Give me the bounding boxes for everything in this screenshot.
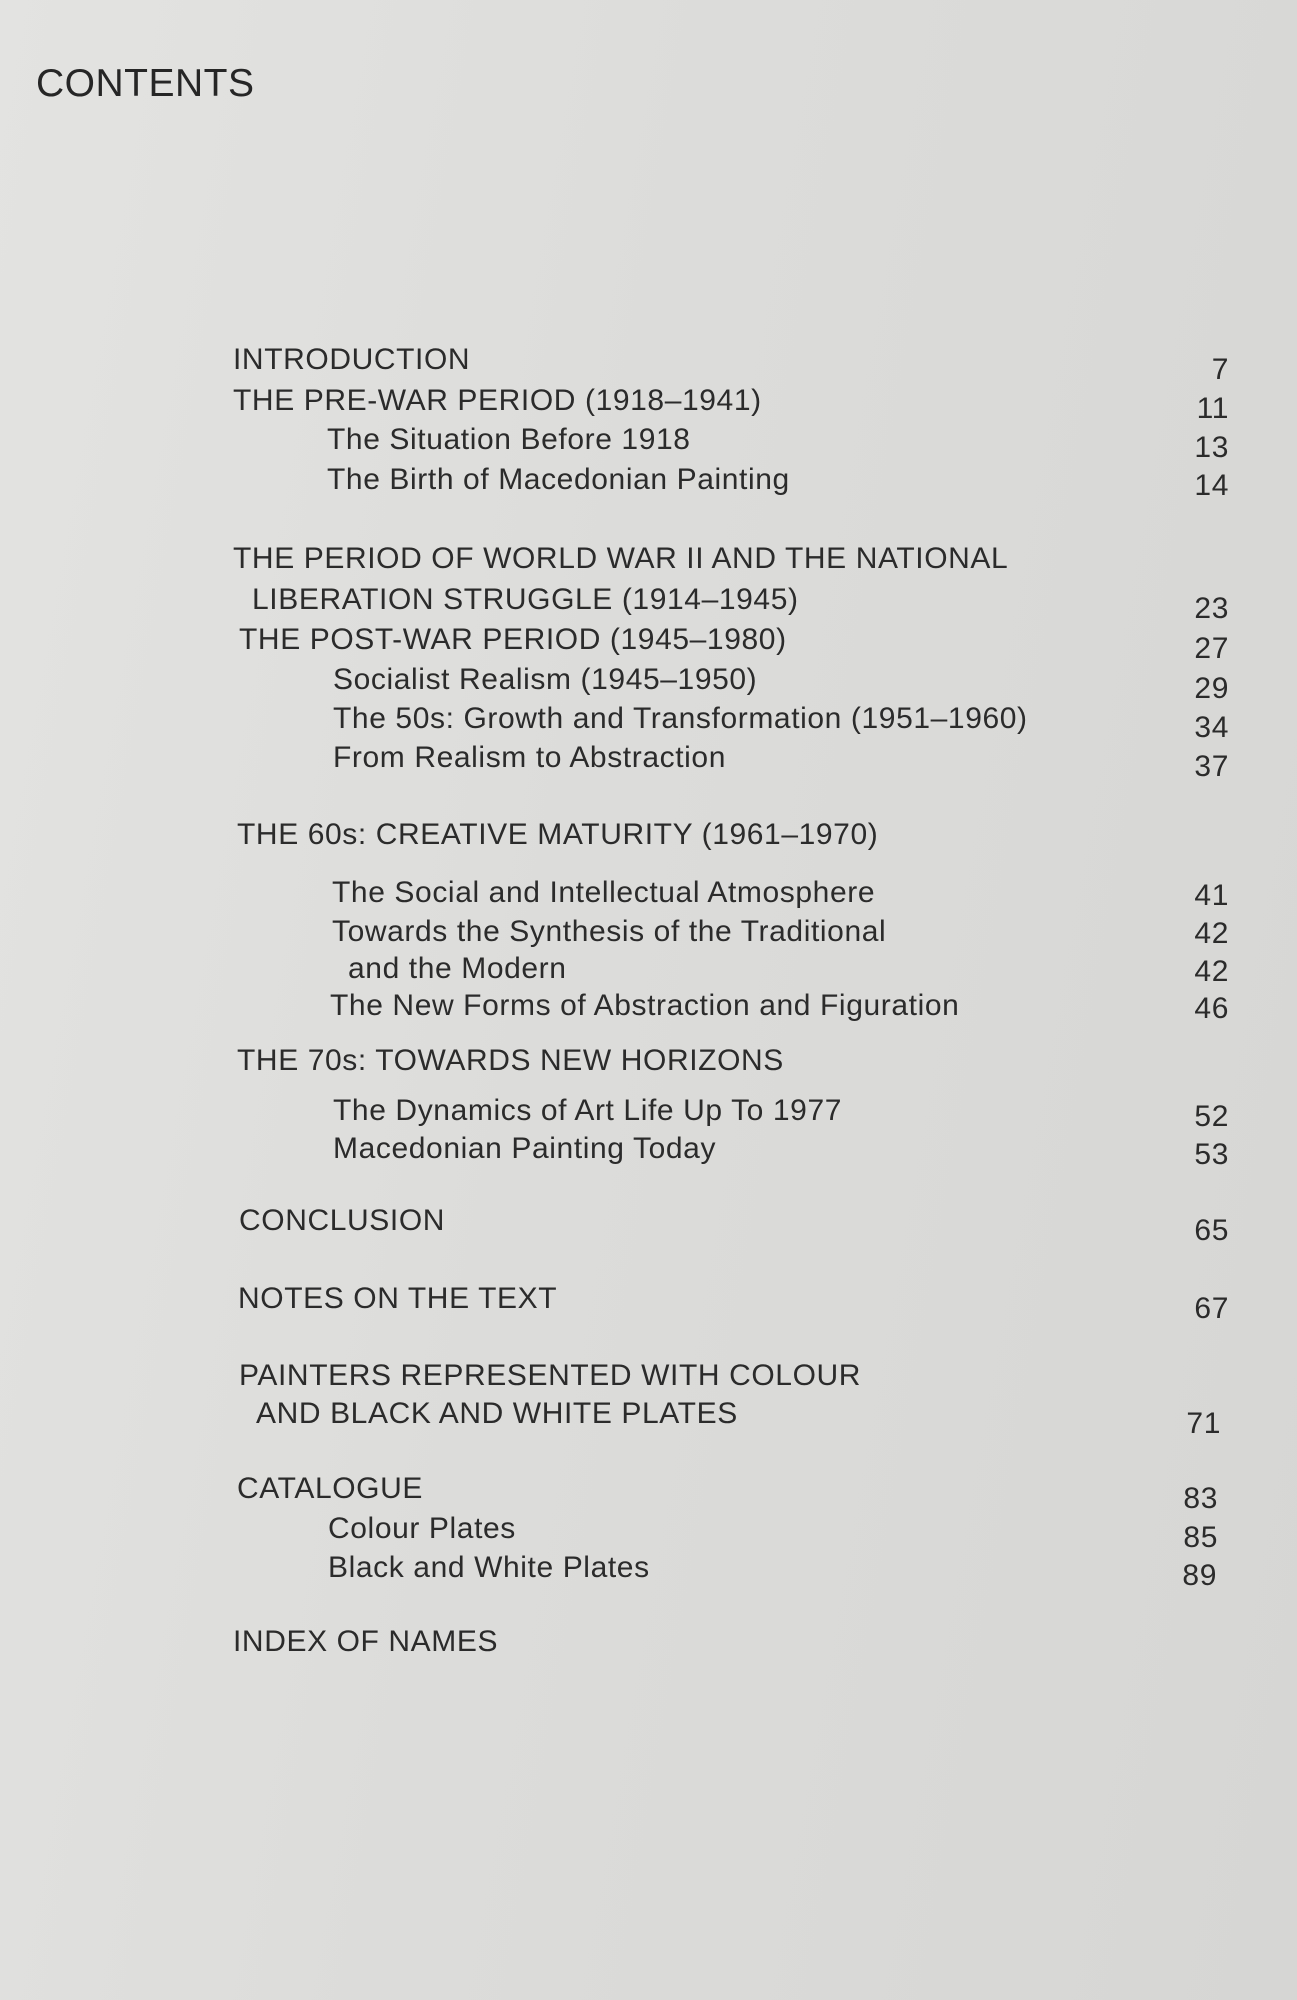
toc-entry-page: 7 <box>1211 353 1229 386</box>
toc-entry-title: Socialist Realism (1945–1950) <box>333 663 758 696</box>
toc-entry <box>0 621 1297 665</box>
toc-entry-page: 23 <box>1194 592 1229 625</box>
toc-entry-page: 53 <box>1194 1138 1229 1171</box>
toc-entry <box>0 421 1297 464</box>
toc-entry-title: Towards the Synthesis of the Traditional <box>332 915 887 948</box>
toc-entry-page: 11 <box>1196 392 1229 425</box>
toc-entry-page: 71 <box>1186 1407 1221 1440</box>
toc-entry-page: 52 <box>1194 1100 1229 1133</box>
toc-entry-page: 34 <box>1194 711 1229 744</box>
toc-entry-page: 42 <box>1194 955 1229 988</box>
toc-entry <box>0 700 1297 744</box>
toc-entry-page: 13 <box>1194 431 1229 464</box>
toc-entry-page: 46 <box>1194 992 1229 1025</box>
toc-entry-title: CATALOGUE <box>237 1472 423 1505</box>
toc-entry-page: 65 <box>1194 1214 1229 1247</box>
toc-entry-title: THE 60s: CREATIVE MATURITY (1961–1970) <box>237 818 879 851</box>
toc-entry-page: 41 <box>1194 879 1229 912</box>
toc-entry-title: PAINTERS REPRESENTED WITH COLOUR <box>239 1359 862 1392</box>
toc-entry <box>0 987 1297 1027</box>
toc-entry-title: THE POST-WAR PERIOD (1945–1980) <box>239 623 787 656</box>
toc-entry-title: The 50s: Growth and Transformation (1951–1960) <box>333 702 1028 735</box>
toc-entry <box>0 1042 1297 1082</box>
toc-entry <box>0 913 1297 953</box>
toc-entry-title: Macedonian Painting Today <box>333 1132 717 1165</box>
toc-entry-title: The Social and Intellectual Atmosphere <box>332 876 876 909</box>
toc-entry-page: 37 <box>1194 750 1229 783</box>
toc-entry-title: THE 70s: TOWARDS NEW HORIZONS <box>237 1044 784 1077</box>
toc-entry <box>0 382 1297 425</box>
toc-entry <box>0 1623 1297 1663</box>
toc-entry-page: 27 <box>1194 632 1229 665</box>
toc-entry-title: From Realism to Abstraction <box>333 741 726 774</box>
toc-entry-title: INTRODUCTION <box>233 343 471 376</box>
toc-entry <box>0 1470 1297 1515</box>
toc-entry-title: The Birth of Macedonian Painting <box>327 463 790 496</box>
toc-entry-title: LIBERATION STRUGGLE (1914–1945) <box>252 583 799 616</box>
toc-entry <box>0 461 1297 501</box>
toc-entry-title: AND BLACK AND WHITE PLATES <box>256 1397 738 1430</box>
toc-entry-title: THE PRE-WAR PERIOD (1918–1941) <box>233 384 762 417</box>
toc-entry <box>0 739 1297 783</box>
toc-entry-title: NOTES ON THE TEXT <box>238 1282 558 1315</box>
toc-entry <box>0 1549 1297 1592</box>
toc-entry <box>0 816 1297 856</box>
toc-entry-page: 83 <box>1183 1482 1218 1515</box>
toc-entry <box>0 950 1297 990</box>
page-title: CONTENTS <box>36 62 255 105</box>
toc-entry <box>0 874 1297 914</box>
toc-entry-page: 29 <box>1194 672 1229 705</box>
toc-entry-title: CONCLUSION <box>239 1204 446 1237</box>
toc-entry-title: and the Modern <box>348 952 567 985</box>
toc-entry <box>0 341 1297 386</box>
toc-entry-title: Colour Plates <box>328 1512 516 1545</box>
toc-entry-page: 14 <box>1194 469 1229 502</box>
toc-entry <box>0 581 1297 625</box>
toc-entry <box>0 1357 1297 1397</box>
toc-entry-page: 67 <box>1194 1292 1229 1325</box>
toc-entry-page: 42 <box>1194 917 1229 950</box>
toc-entry <box>0 1202 1297 1247</box>
toc-entry-title: The New Forms of Abstraction and Figuration <box>330 989 960 1022</box>
toc-entry <box>0 1510 1297 1554</box>
toc-entry-title: The Situation Before 1918 <box>327 423 691 456</box>
toc-entry-page: 89 <box>1182 1559 1217 1592</box>
toc-entry <box>0 1092 1297 1132</box>
toc-entry <box>0 1130 1297 1170</box>
toc-entry <box>0 1280 1297 1325</box>
toc-entry <box>0 661 1297 705</box>
toc-entry-page: 85 <box>1183 1521 1218 1554</box>
toc-entry-title: INDEX OF NAMES <box>233 1625 499 1658</box>
toc-entry <box>0 1395 1297 1440</box>
toc-entry <box>0 540 1297 580</box>
toc-entry-title: THE PERIOD OF WORLD WAR II AND THE NATIONAL <box>233 542 1009 575</box>
toc-entry-title: Black and White Plates <box>328 1551 650 1584</box>
toc-entry-title: The Dynamics of Art Life Up To 1977 <box>333 1094 843 1127</box>
